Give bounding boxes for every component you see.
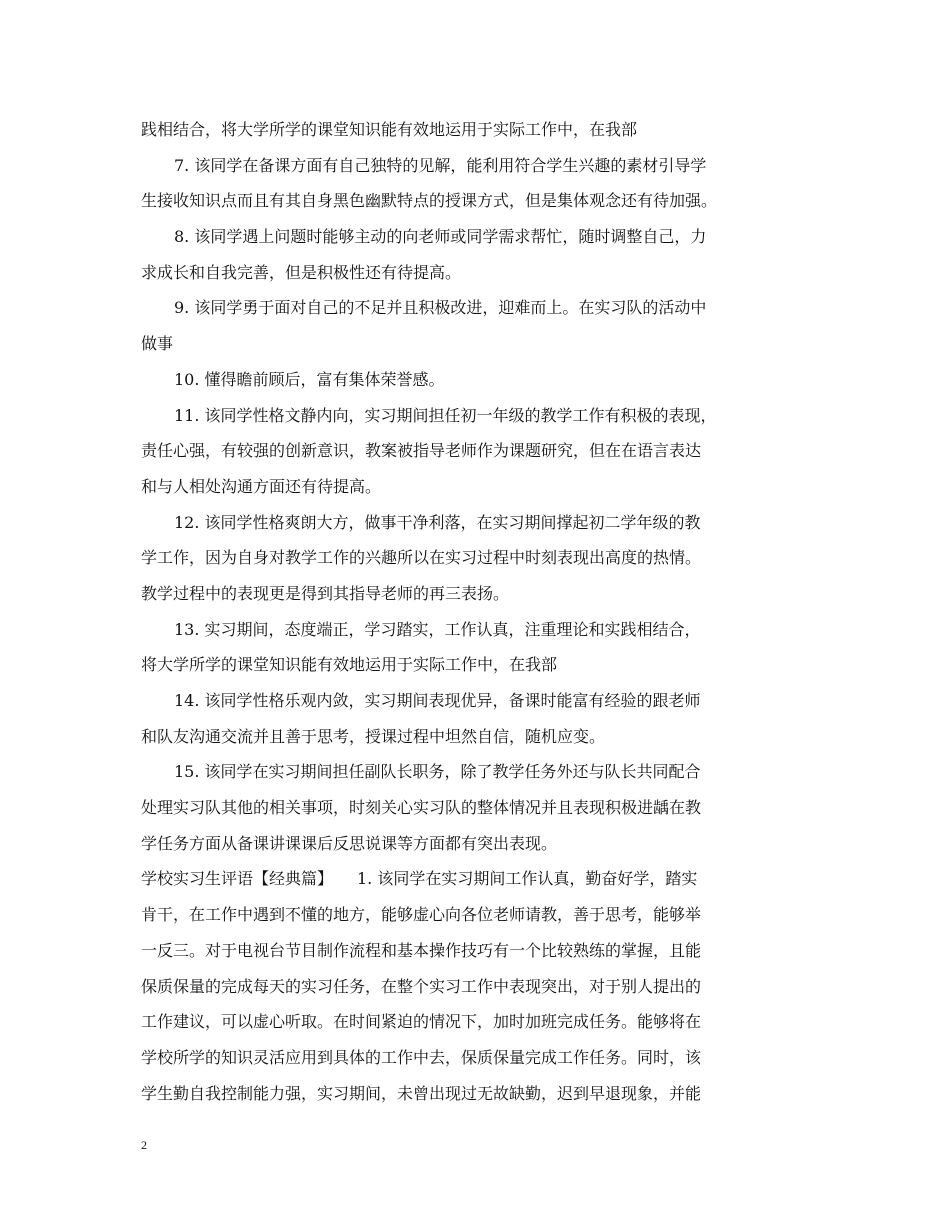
text-line: 践相结合，将大学所学的课堂知识能有效地运用于实际工作中，在我部: [141, 120, 638, 139]
text-line: 11. 该同学性格文静内向，实习期间担任初一年级的教学工作有积极的表现，: [174, 405, 717, 425]
text-line: 肯干，在工作中遇到不懂的地方，能够虚心向各位老师请教，善于思考，能够举: [141, 905, 702, 925]
text-line: 保质保量的完成每天的实习任务，在整个实习工作中表现突出，对于别人提出的: [141, 976, 702, 996]
text-line: 处理实习队其他的相关事项，时刻关心实习队的整体情况并且表现积极进龋在教: [141, 798, 702, 818]
text-line: 和与人相处沟通方面还有待提高。: [141, 476, 382, 496]
text-line: 7. 该同学在备课方面有自己独特的见解，能利用符合学生兴趣的素材引导学: [174, 155, 707, 175]
text-line: 责任心强，有较强的创新意识，教案被指导老师作为课题研究，但在在语言表达: [141, 441, 702, 461]
text-line: 教学过程中的表现更是得到其指导老师的再三表扬。: [141, 583, 510, 603]
text-line: 生接收知识点而且有其自身黑色幽默特点的授课方式，但是集体观念还有待加强。: [141, 191, 718, 211]
text-line: 求成长和自我完善，但是积极性还有待提高。: [141, 262, 462, 282]
text-line: 和队友沟通交流并且善于思考，授课过程中坦然自信，随机应变。: [141, 726, 606, 746]
text-line: 14. 该同学性格乐观内敛，实习期间表现优异，备课时能富有经验的跟老师: [174, 691, 701, 710]
text-line: 工作建议，可以虚心听取。在时间紧迫的情况下，加时加班完成任务。能够将在: [141, 1012, 702, 1032]
text-line: 10. 懂得瞻前顾后，富有集体荣誉感。: [174, 369, 445, 389]
page-number: 2: [141, 1138, 147, 1152]
text-line: 学任务方面从备课讲课课后反思说课等方面都有突出表现。: [141, 833, 558, 853]
text-line: 8. 该同学遇上问题时能够主动的向老师或同学需求帮忙，随时调整自己，力: [174, 227, 707, 247]
text-line: 9. 该同学勇于面对自己的不足并且积极改进，迎难而上。在实习队的活动中: [174, 298, 707, 318]
text-line: 学校所学的知识灵活应用到具体的工作中去，保质保量完成工作任务。同时，该: [141, 1047, 702, 1067]
document-body: [141, 112, 813, 1111]
text-line: 15. 该同学在实习期间担任副队长职务，除了教学任务外还与队长共同配合: [174, 762, 701, 782]
text-line: 做事: [141, 334, 174, 354]
text-line: 一反三。对于电视台节目制作流程和基本操作技巧有一个比较熟练的掌握，且能: [141, 940, 702, 960]
text-line: 学工作，因为自身对教学工作的兴趣所以在实习过程中时刻表现出高度的热情。: [141, 548, 702, 568]
text-line: 13. 实习期间，态度端正，学习踏实，工作认真，注重理论和实践相结合，: [174, 619, 701, 639]
text-line: 将大学所学的课堂知识能有效地运用于实际工作中，在我部: [141, 655, 558, 675]
text-line: 12. 该同学性格爽朗大方，做事干净利落，在实习期间撑起初二学年级的教: [174, 512, 701, 532]
section-heading-line: 学校实习生评语【经典篇】 1. 该同学在实习期间工作认真，勤奋好学，踏实: [141, 869, 698, 889]
text-line: 学生勤自我控制能力强，实习期间，未曾出现过无故缺勤，迟到早退现象，并能: [141, 1083, 702, 1103]
